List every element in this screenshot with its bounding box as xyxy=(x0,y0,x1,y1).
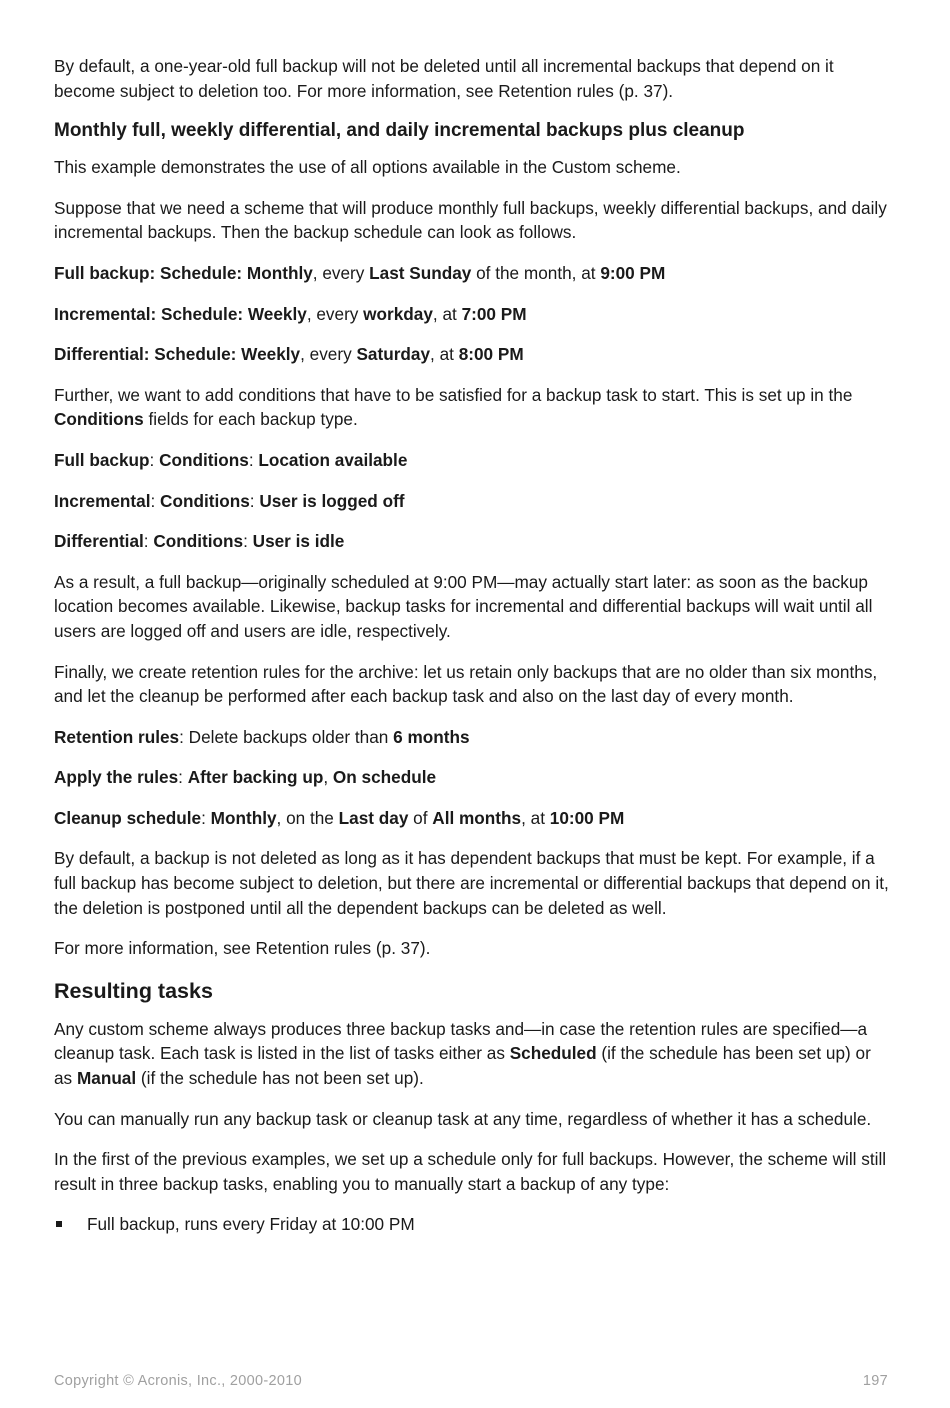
retention-rules-line: Retention rules: Delete backups older than 6 months xyxy=(54,726,470,747)
paragraph-default-retention: By default, a one-year-old full backup will not be deleted until all incremental backups that depend on it become subject to deletion too. For more information, see Retention rules (p. 37). xyxy=(54,56,834,101)
heading-resulting-tasks: Resulting tasks xyxy=(54,978,213,1003)
copyright-notice: Copyright © Acronis, Inc., 2000-2010 xyxy=(54,1373,302,1389)
paragraph-more-information: For more information, see Retention rules (p. 37). xyxy=(54,938,431,959)
condition-full-line: Full backup: Conditions: Location available xyxy=(54,449,408,470)
paragraph-dependent-backups: By default, a backup is not deleted as long as it has dependent backups that must be kept. For example, if a full backup has become subject to deletion, but there are incremental or differential backups that depend on it, the deletion is postponed until all the dependent backups can be deleted as well. xyxy=(54,848,889,918)
schedule-differential-line: Differential: Schedule: Weekly, every Saturday, at 8:00 PM xyxy=(54,344,524,365)
schedule-incremental-line: Incremental: Schedule: Weekly, every workday, at 7:00 PM xyxy=(54,303,527,324)
schedule-full-line: Full backup: Schedule: Monthly, every Last Sunday of the month, at 9:00 PM xyxy=(54,262,666,283)
cleanup-schedule-line: Cleanup schedule: Monthly, on the Last day of All months, at 10:00 PM xyxy=(54,807,625,828)
page-footer xyxy=(54,1373,888,1393)
list-item: Full backup, runs every Friday at 10:00 PM xyxy=(54,1212,890,1237)
paragraph-manual-run: You can manually run any backup task or cleanup task at any time, regardless of whether it has a schedule. xyxy=(54,1108,872,1129)
paragraph-conditions-intro: Further, we want to add conditions that have to be satisfied for a backup task to start. This is set up in the Conditions fields for each backup type. xyxy=(54,384,853,430)
page-number: 197 xyxy=(862,1373,888,1389)
paragraph-scheme-suppose: Suppose that we need a scheme that will produce monthly full backups, weekly differential backups, and daily incremental backups. Then the backup schedule can look as follows. xyxy=(54,197,887,243)
condition-differential-line: Differential: Conditions: User is idle xyxy=(54,531,345,552)
task-list xyxy=(54,1212,890,1237)
paragraph-retention-intro: Finally, we create retention rules for the archive: let us retain only backups that are no older than six months, and let the cleanup be performed after each backup task and also on the last day of every month. xyxy=(54,661,878,707)
paragraph-custom-scheme-tasks: Any custom scheme always produces three backup tasks and—in case the retention rules are specified—a cleanup task. Each task is listed in the list of tasks either as Scheduled (if the schedule has been set up) or as Manual (if the schedule has not been set up). xyxy=(54,1018,871,1089)
paragraph-first-example: In the first of the previous examples, we set up a schedule only for full backups. However, the scheme will still result in three backup tasks, enabling you to manually start a backup of any type: xyxy=(54,1149,887,1194)
heading-monthly-weekly-daily: Monthly full, weekly differential, and daily incremental backups plus cleanup xyxy=(54,120,745,142)
square-bullet-icon xyxy=(56,1221,62,1227)
condition-incremental-line: Incremental: Conditions: User is logged off xyxy=(54,490,405,511)
paragraph-example-intro: This example demonstrates the use of all options available in the Custom scheme. xyxy=(54,157,681,178)
page-content xyxy=(54,54,890,1237)
paragraph-as-a-result: As a result, a full backup—originally scheduled at 9:00 PM—may actually start later: as soon as the backup location becomes available. Likewise, backup tasks for incremental and differential backups will wait until all users are logged off and users are idle, respectively. xyxy=(54,571,873,641)
apply-rules-line: Apply the rules: After backing up, On schedule xyxy=(54,767,437,788)
